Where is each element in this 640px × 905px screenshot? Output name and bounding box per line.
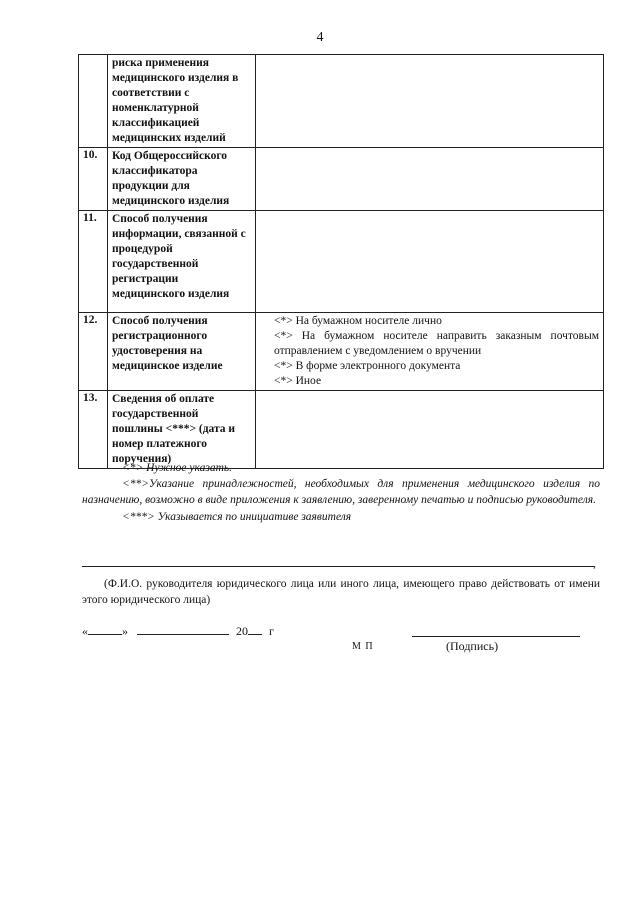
table-row: [79, 211, 604, 313]
date-field: [82, 624, 274, 639]
row-number: 10.: [79, 148, 108, 211]
row-number: 13.: [79, 391, 108, 469]
row-number: [79, 55, 108, 148]
footnotes: [82, 460, 600, 525]
name-signature-line[interactable]: [82, 566, 594, 567]
day-blank[interactable]: [88, 633, 122, 635]
row-label: Способ получения информации, связанной с процедурой государственной регистрации медицинского изделия: [108, 211, 256, 313]
open-quote: «: [82, 624, 88, 638]
footnote-3: <***> Указывается по инициативе заявителя: [122, 511, 352, 523]
year-blank[interactable]: [248, 633, 262, 635]
table-row: [79, 55, 604, 148]
row-label: Код Общероссийского классификатора продукции для медицинского изделия: [108, 148, 256, 211]
row-value[interactable]: [256, 55, 604, 148]
year-prefix: 20: [236, 624, 248, 638]
close-quote: »: [122, 624, 128, 638]
row-value[interactable]: [256, 148, 604, 211]
option-paper-by-mail[interactable]: <*> На бумажном носителе направить заказным почтовым отправлением с уведомлением о вручении: [274, 330, 599, 357]
table-row: [79, 391, 604, 469]
page-number: 4: [316, 30, 324, 45]
footnote-1: <*> Нужное указать.: [122, 462, 232, 474]
name-caption: (Ф.И.О. руководителя юридического лица или иного лица, имеющего право действовать от имени этого юридического лица): [82, 578, 600, 606]
month-blank[interactable]: [137, 633, 229, 635]
signature-label: (Подпись): [446, 639, 499, 653]
row-label: Сведения об оплате государственной пошлины <***> (дата и номер платежного поручения): [108, 391, 256, 469]
row-number: 12.: [79, 313, 108, 391]
signature-blank[interactable]: [412, 636, 580, 637]
application-form-table: [78, 54, 604, 469]
option-electronic[interactable]: <*> В форме электронного документа: [274, 360, 461, 372]
delivery-options: [256, 313, 604, 391]
option-paper-in-person[interactable]: <*> На бумажном носителе лично: [274, 315, 442, 327]
row-value[interactable]: [256, 391, 604, 469]
table-row: [79, 148, 604, 211]
option-other[interactable]: <*> Иное: [274, 375, 322, 387]
table-row: [79, 313, 604, 391]
footnote-2: <**>Указание принадлежностей, необходимых для применения медицинского изделия по назначению, возможно в виде приложения к заявлению, заверенному печатью и подписью руководителя.: [82, 478, 600, 506]
line-comma: ,: [593, 556, 596, 570]
row-number: 11.: [79, 211, 108, 313]
row-label: Способ получения регистрационного удостоверения на медицинское изделие: [108, 313, 256, 391]
stamp-place-label: М П: [352, 641, 374, 652]
year-suffix: г: [269, 624, 274, 638]
row-value[interactable]: [256, 211, 604, 313]
row-label: риска применения медицинского изделия в соответствии с номенклатурной классификацией медицинских изделий: [108, 55, 256, 148]
